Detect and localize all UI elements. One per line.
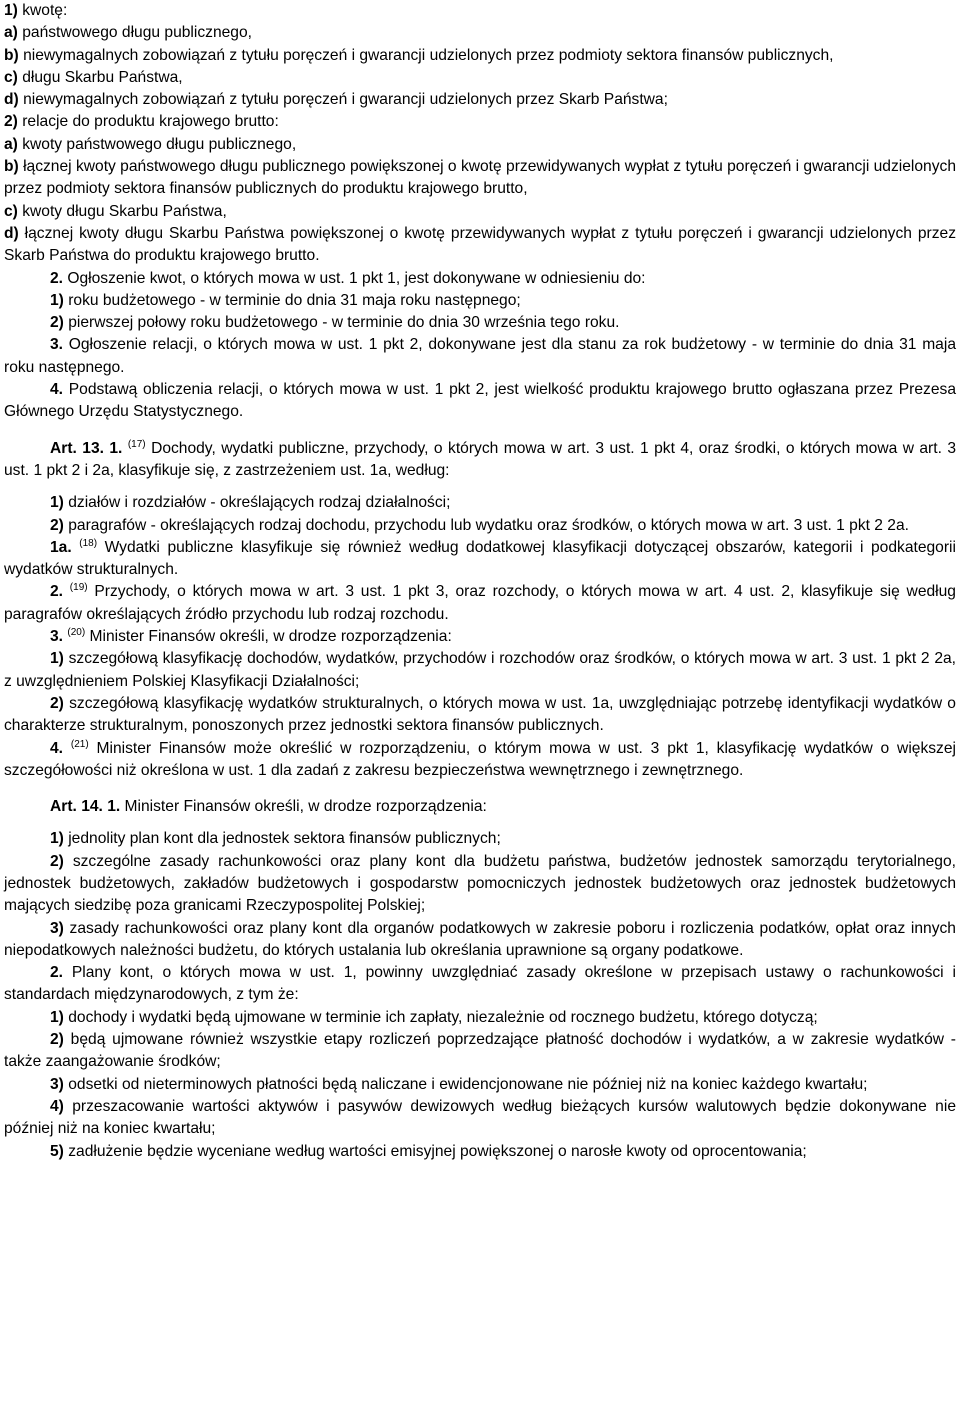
item-marker: 2)	[50, 314, 64, 332]
item-marker: a)	[4, 24, 18, 42]
item-marker: a)	[4, 135, 18, 153]
item-marker: 2)	[4, 113, 18, 131]
list-item-d	[4, 223, 956, 268]
list-item-c	[4, 201, 956, 223]
item-text: roku budżetowego - w terminie do dnia 31 maja roku następnego;	[68, 291, 521, 309]
item-marker: b)	[4, 46, 19, 64]
section-text: Wydatki publiczne klasyfikuje się również według dodatkowej klasyfikacji dotyczącej obszarów, kategorii i podkategorii wydatków strukturalnych.	[4, 538, 956, 579]
item-text: jednolity plan kont dla jednostek sektora finansów publicznych;	[68, 830, 501, 848]
item-marker: 1)	[50, 830, 64, 848]
list-item	[4, 648, 956, 693]
list-item	[4, 1141, 956, 1163]
section-text: Ogłoszenie kwot, o których mowa w ust. 1 pkt 1, jest dokonywane w odniesieniu do:	[67, 269, 646, 287]
list-item-c	[4, 67, 956, 89]
item-marker: 3)	[50, 1075, 64, 1093]
article-text: Dochody, wydatki publiczne, przychody, o których mowa w art. 3 ust. 1 pkt 4, oraz środki, o których mowa w art. 3 ust. 1 pkt 2 i 2a, klasyfikuje się, z zastrzeżeniem ust. 1a, według:	[4, 439, 957, 479]
item-text: łącznej kwoty państwowego długu publicznego powiększonej o kwotę przewidywanych wypłat z tytułu poręczeń i gwarancji udzielonych przez podmioty sektora finansów publicznych do produktu krajowego brutto,	[4, 158, 956, 198]
section-marker: 4.	[50, 739, 64, 757]
section-text: Plany kont, o których mowa w ust. 1, powinny uwzględniać zasady określone w przepisach ustawy o rachunkowości i standardach międzynarodowych, z tym że:	[4, 964, 956, 1004]
item-text: państwowego długu publicznego,	[22, 24, 252, 42]
item-marker: 2)	[50, 852, 64, 870]
item-text: zasady rachunkowości oraz plany kont dla organów podatkowych w zakresie poboru i rozliczenia podatków, opłat oraz innych niepodatkowych należności budżetu, do których ustalania lub określania uprawnione są organy podatkowe.	[4, 919, 956, 959]
section-text: Podstawą obliczenia relacji, o których mowa w ust. 1 pkt 2, jest wielkość produktu krajowego brutto ogłaszana przez Prezesa Głównego Urzędu Statystycznego.	[4, 381, 956, 421]
list-item-1-kwote	[4, 0, 956, 22]
list-item-a	[4, 22, 956, 44]
footnote-ref: (20)	[67, 626, 86, 638]
list-item	[4, 1029, 956, 1074]
list-item	[4, 1096, 956, 1141]
item-text: szczegółową klasyfikację dochodów, wydatków, przychodów i rozchodów oraz środków, o których mowa w art. 3 ust. 1 pkt 2 2a, z uwzględnieniem Polskiej Klasyfikacji Działalności;	[4, 650, 956, 690]
item-text: kwotę:	[22, 2, 68, 19]
footnote-ref: (17)	[127, 438, 146, 450]
section-marker: 3.	[50, 628, 64, 646]
item-marker: c)	[4, 68, 18, 86]
item-marker: 1)	[4, 2, 18, 19]
item-text: niewymagalnych zobowiązań z tytułu poręczeń i gwarancji udzielonych przez podmioty sektora finansów publicznych,	[23, 46, 834, 64]
section-paragraph	[4, 738, 956, 783]
item-text: łącznej kwoty długu Skarbu Państwa powiększonej o kwotę przewidywanych wypłat z tytułu poręczeń i gwarancji udzielonych przez Skarb Państwa do produktu krajowego brutto.	[4, 224, 956, 265]
list-item-b	[4, 45, 956, 67]
footnote-ref: (18)	[79, 537, 98, 549]
item-text: pierwszej połowy roku budżetowego - w terminie do dnia 30 września tego roku.	[68, 314, 620, 332]
section-text: Minister Finansów może określić w rozporządzeniu, o którym mowa w ust. 3 pkt 1, klasyfikację wydatków o większej szczegółowości niż określona w ust. 1 dla zadań z zakresu bezpieczeństwa wewnętrznego i zewnętrznego.	[4, 739, 956, 779]
list-item	[4, 312, 956, 334]
list-item	[4, 693, 956, 738]
list-item	[4, 492, 956, 514]
section-paragraph	[4, 581, 956, 626]
article-13-paragraph	[4, 438, 956, 483]
item-marker: 1)	[50, 650, 64, 668]
list-item	[4, 851, 956, 918]
section-paragraph	[4, 268, 956, 290]
section-text: Ogłoszenie relacji, o których mowa w ust. 1 pkt 2, dokonywane jest dla stanu za rok budżetowy - w terminie do dnia 31 maja roku następnego.	[4, 336, 956, 376]
item-marker: 1)	[50, 494, 64, 512]
item-marker: b)	[4, 158, 19, 176]
list-item	[4, 515, 956, 537]
item-text: przeszacowanie wartości aktywów i pasywów dewizowych według bieżących kursów walutowych będzie dokonywane nie później niż na koniec kwartału;	[4, 1097, 956, 1138]
section-text: Przychody, o których mowa w art. 3 ust. 1 pkt 3, oraz rozchody, o których mowa w art. 4 ust. 2, klasyfikuje się według paragrafów określających źródło przychodu lub rodzaj rozchodu.	[4, 583, 956, 623]
section-paragraph	[4, 537, 956, 582]
item-text: szczegółową klasyfikację wydatków strukturalnych, o których mowa w ust. 1a, uwzględniając potrzebę identyfikacji wydatków o charakterze strukturalnym, ponoszonych przez jednostki sektora finansów publicznych.	[4, 694, 956, 735]
item-text: szczególne zasady rachunkowości oraz plany kont dla budżetu państwa, budżetów jednostek samorządu terytorialnego, jednostek budżetowych, zakładów budżetowych i gospodarstw pomocniczych jednostek budżetowych oraz jednostek budżetowych mających siedzibę poza granicami Rzeczypospolitej Polskiej;	[4, 852, 956, 915]
section-text: Minister Finansów określi, w drodze rozporządzenia:	[89, 628, 452, 646]
list-item-b	[4, 156, 956, 201]
article-14-paragraph	[4, 796, 956, 818]
list-item-d	[4, 89, 956, 111]
item-marker: 2)	[50, 516, 64, 534]
item-marker: 1)	[50, 1008, 64, 1026]
item-text: paragrafów - określających rodzaj dochodu, przychodu lub wydatku oraz środków, o których mowa w art. 3 ust. 1 pkt 2 2a.	[68, 516, 909, 534]
item-text: będą ujmowane również wszystkie etapy rozliczeń poprzedzające płatność dochodów i wydatków, a w zakresie wydatków - także zaangażowanie środków;	[4, 1031, 956, 1071]
section-paragraph	[4, 626, 956, 648]
item-marker: 1)	[50, 291, 64, 309]
article-text: Minister Finansów określi, w drodze rozporządzenia:	[124, 798, 487, 816]
list-item	[4, 1074, 956, 1096]
section-paragraph	[4, 334, 956, 379]
item-text: odsetki od nieterminowych płatności będą naliczane i ewidencjonowane nie później niż na koniec każdego kwartału;	[68, 1075, 868, 1093]
item-text: relacje do produktu krajowego brutto:	[22, 113, 279, 131]
item-marker: c)	[4, 202, 18, 220]
item-marker: 2)	[50, 1031, 64, 1049]
item-marker: 2)	[50, 694, 64, 712]
list-item	[4, 290, 956, 312]
section-paragraph	[4, 379, 956, 424]
section-marker: 2.	[50, 269, 64, 287]
item-text: kwoty długu Skarbu Państwa,	[22, 202, 227, 220]
section-marker: 3.	[50, 336, 64, 354]
item-marker: d)	[4, 224, 19, 242]
item-marker: 4)	[50, 1097, 64, 1115]
item-text: dochody i wydatki będą ujmowane w terminie ich zapłaty, niezależnie od rocznego budżetu, którego dotyczą;	[68, 1008, 818, 1026]
article-marker: Art. 13. 1.	[50, 439, 123, 457]
item-text: niewymagalnych zobowiązań z tytułu poręczeń i gwarancji udzielonych przez Skarb Państwa;	[23, 91, 668, 109]
item-marker: 3)	[50, 919, 64, 937]
list-item-a	[4, 134, 956, 156]
section-marker: 2.	[50, 583, 64, 601]
footnote-ref: (21)	[70, 738, 89, 750]
section-marker: 4.	[50, 381, 64, 399]
section-marker: 2.	[50, 964, 64, 982]
list-item-2-relacje	[4, 111, 956, 133]
list-item	[4, 1007, 956, 1029]
item-text: długu Skarbu Państwa,	[22, 68, 183, 86]
list-item	[4, 828, 956, 850]
item-text: kwoty państwowego długu publicznego,	[22, 135, 297, 153]
section-marker: 1a.	[50, 538, 72, 556]
article-marker: Art. 14. 1.	[50, 798, 121, 816]
list-item	[4, 918, 956, 963]
item-marker: d)	[4, 91, 19, 109]
footnote-ref: (19)	[69, 582, 88, 594]
item-marker: 5)	[50, 1142, 64, 1160]
item-text: działów i rozdziałów - określających rodzaj działalności;	[68, 494, 451, 512]
item-text: zadłużenie będzie wyceniane według wartości emisyjnej powiększonej o narosłe kwoty od oprocentowania;	[68, 1142, 807, 1160]
section-paragraph	[4, 962, 956, 1007]
